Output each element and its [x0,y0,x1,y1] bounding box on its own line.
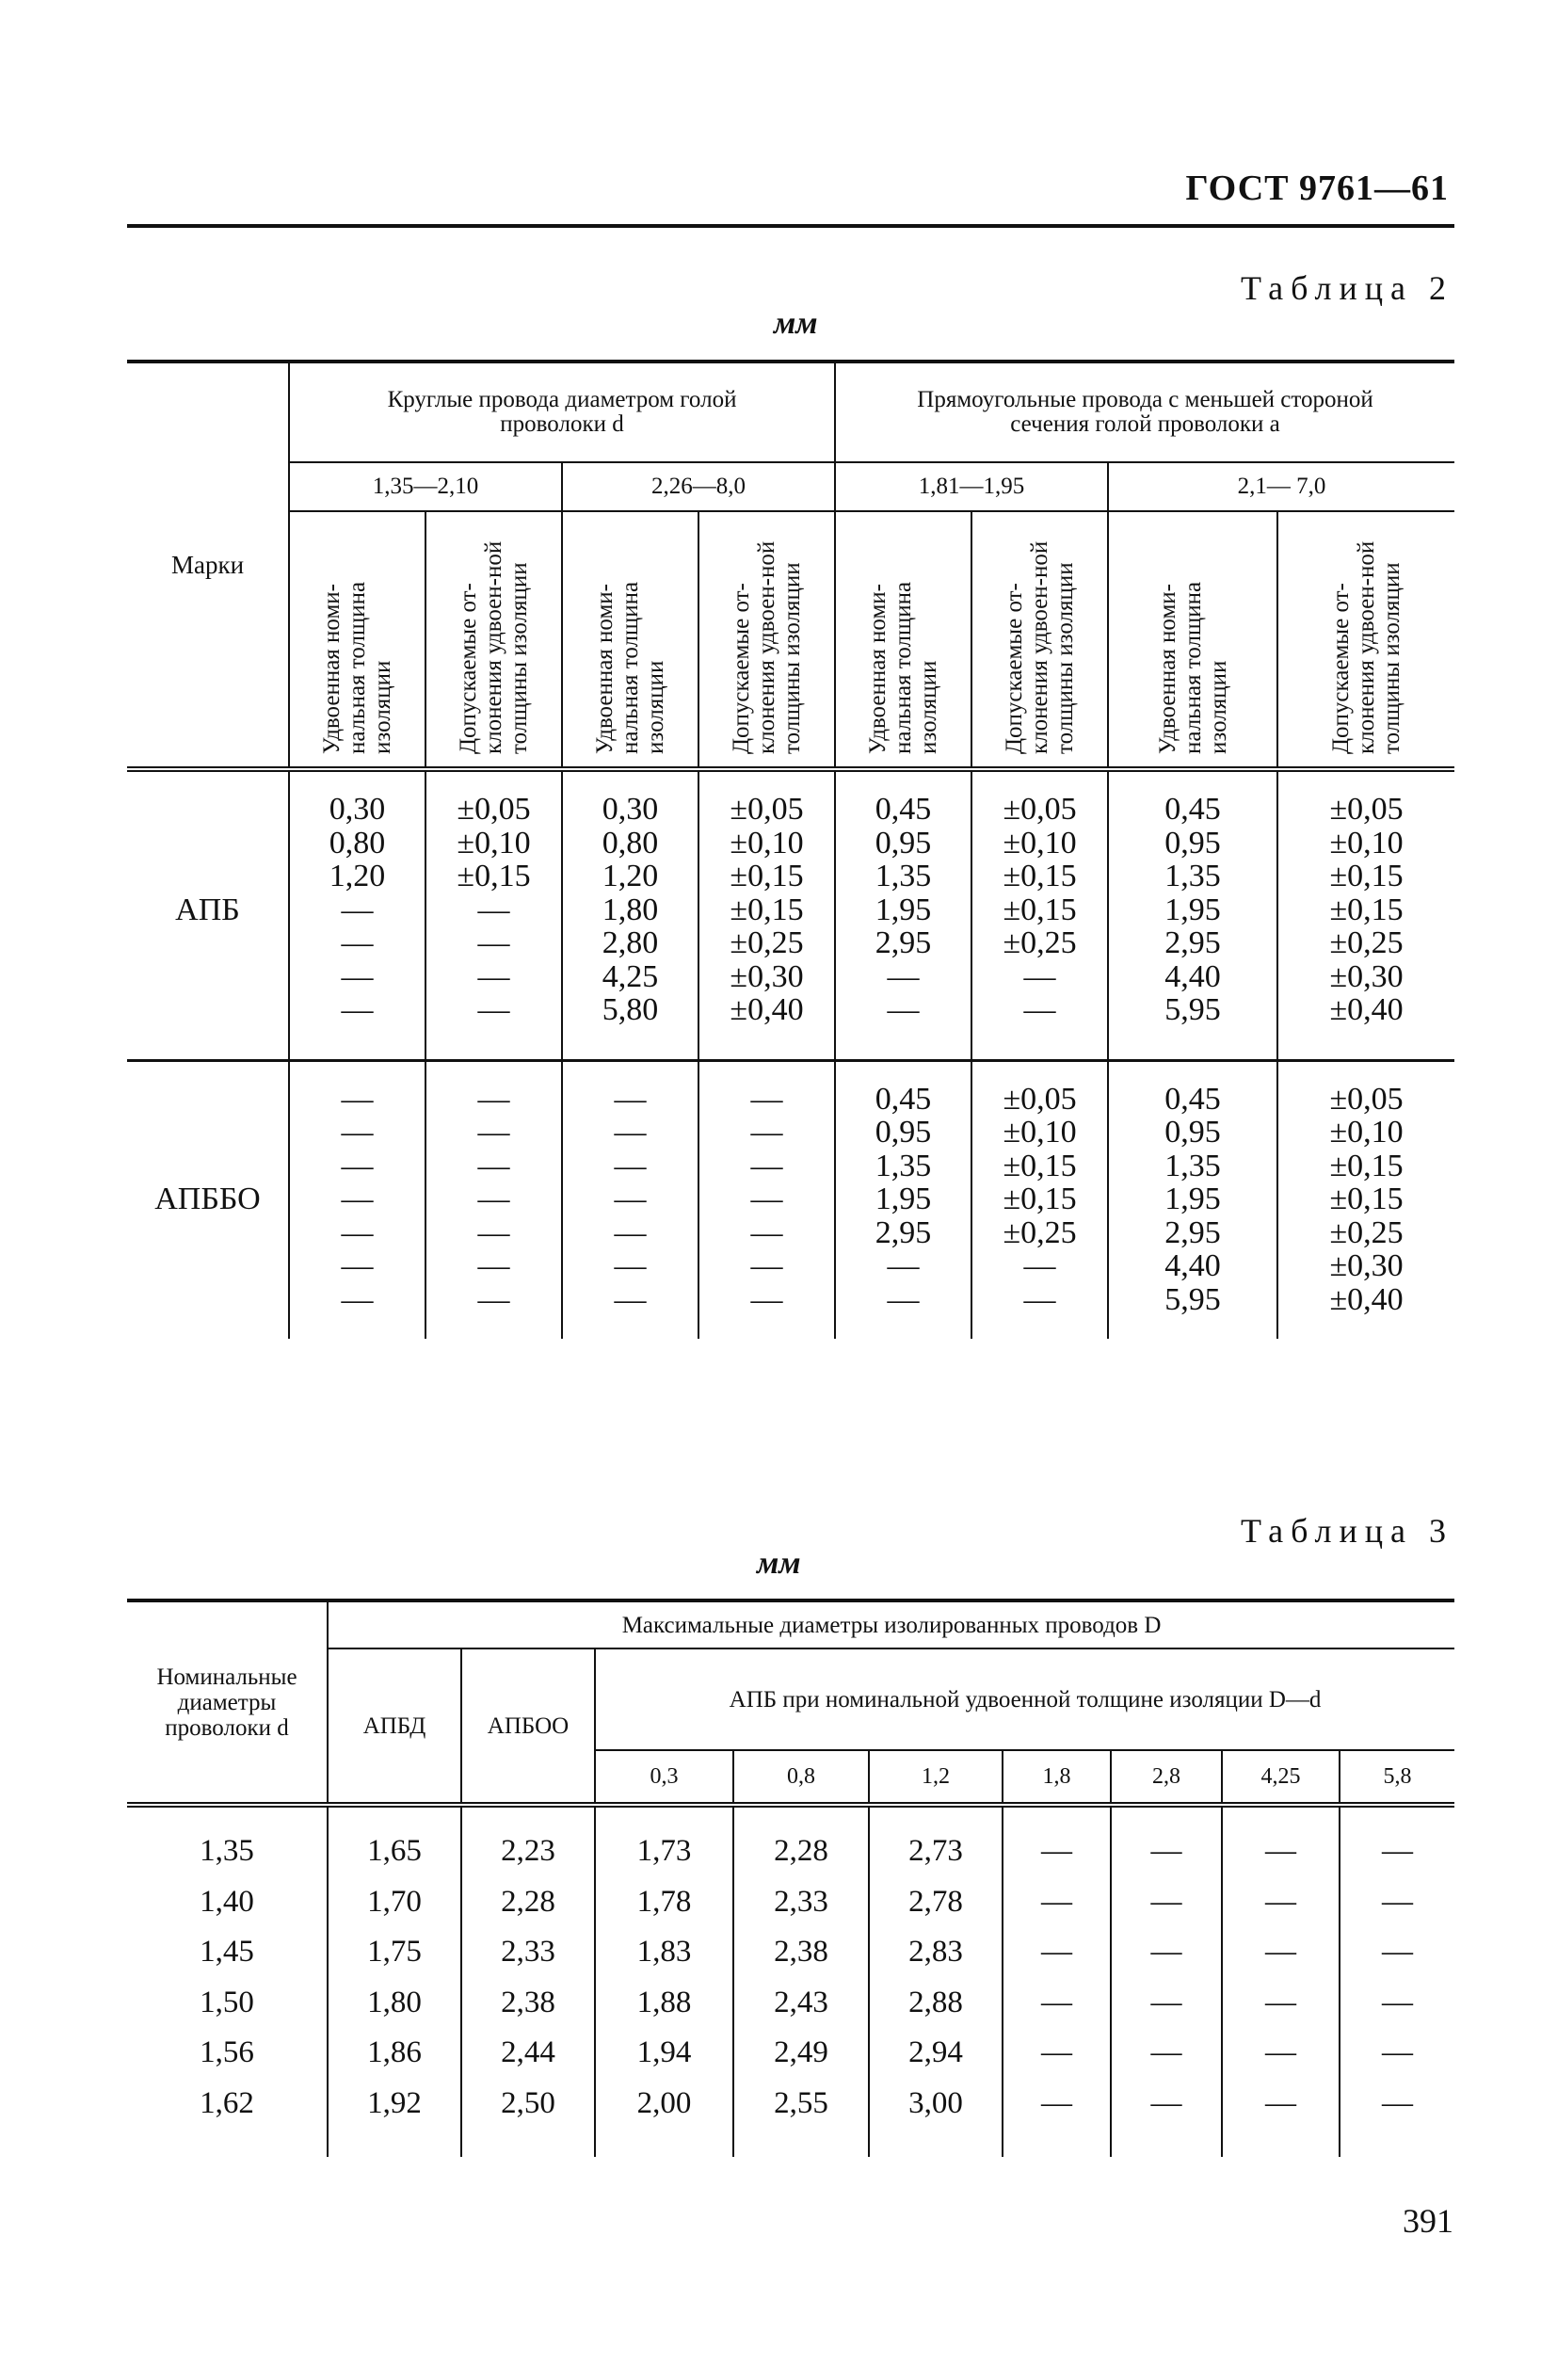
table3-cell: — [1003,1805,1111,1877]
table3-nominal-value: 1,50 [127,1978,328,2029]
table3-cell: — [1111,1927,1222,1978]
table2-range: 1,81—1,95 [835,462,1108,511]
table2-value: 5,80 [602,992,659,1027]
table2-value: ±0,05 [1329,1081,1404,1117]
table3-cell: — [1222,1978,1340,2029]
table2-subheader-nominal [835,511,971,769]
table2-value: 5,95 [1164,1281,1221,1317]
table3-cell: 2,49 [733,2028,869,2079]
table2-value: — [477,1115,510,1150]
table2-value: 0,30 [602,792,659,827]
table3-nominal-value: 1,40 [127,1877,328,1928]
table3-cell: 2,38 [733,1927,869,1978]
table3-row [127,1978,1454,2029]
table2-subheader-text: Удвоенная номи-нальная толщина изоляции [865,581,942,754]
table2-subheader-nominal [289,511,425,769]
table3-unit: мм [757,1546,801,1581]
table2 [127,360,1454,1339]
table3-cell: 2,83 [869,1927,1003,1978]
table2-value: 1,95 [1164,1182,1221,1216]
table3-thickness: 0,3 [595,1750,733,1805]
table2-value: ±0,15 [1003,892,1077,927]
table2-cell [1277,769,1454,1060]
table2-value: — [614,1148,647,1183]
table3-cell: 2,38 [461,1978,595,2029]
table3-cell: 1,78 [595,1877,733,1928]
table3-cell: 2,78 [869,1877,1003,1928]
table2-value: — [477,1148,510,1183]
table3-cell: — [1340,1877,1454,1928]
table2-value: ±0,05 [1003,792,1077,827]
table2-value: 0,80 [602,825,659,860]
table2-value: 2,95 [875,925,932,960]
table2-value: — [614,1214,647,1250]
table3-cell: — [1222,1927,1340,1978]
table2-value: ±0,25 [1329,1214,1404,1250]
table2-value: 1,20 [329,859,386,893]
table2-subheader-text: Удвоенная номи-нальная толщина изоляции [592,581,668,754]
page-number: 391 [1403,2202,1453,2240]
table3-cell: 3,00 [869,2079,1003,2158]
table2-cell [562,769,698,1060]
table2-value: 0,95 [875,1115,932,1150]
table3-row [127,2079,1454,2158]
table2-value: — [750,1281,783,1317]
table2-value: ±0,15 [1329,859,1404,893]
table2-value: 0,95 [1164,825,1221,860]
table3-cell: 2,00 [595,2079,733,2158]
table2-value: 2,80 [602,925,659,960]
table2-cell [1108,769,1277,1060]
table2-value: — [614,1281,647,1317]
table2-value: ±0,05 [1003,1081,1077,1117]
table2-value: — [341,1081,374,1117]
table2-value: 1,35 [1164,1148,1221,1183]
table2-value: ±0,15 [1329,1182,1404,1216]
table2-value: ±0,15 [1003,1182,1077,1216]
table2-value: — [477,1081,510,1117]
table2-value: ±0,05 [730,792,804,827]
table2-subheader-text: Допускаемые от-клонения удвоен-ной толщины изоляции [456,540,532,754]
table2-value: ±0,15 [730,859,804,893]
table3-caption: Таблица 3 [1241,1512,1453,1550]
table2-value: 4,40 [1164,1248,1221,1283]
table2-subheader-nominal [1108,511,1277,769]
table3-header [127,1600,1454,1805]
table3-cell: — [1222,1805,1340,1877]
table2-value: 0,45 [875,1081,932,1117]
table2-value: — [614,1248,647,1283]
table2-mark: АПББО [127,1060,289,1339]
table3-cell: — [1111,1978,1222,2029]
table2-range: 2,1— 7,0 [1108,462,1454,511]
table2-value: ±0,15 [457,859,531,893]
table2-value: — [750,1182,783,1216]
table2-cell [835,1060,971,1339]
table2-value: — [750,1214,783,1250]
table2-value: — [750,1148,783,1183]
table3-col-nominal [127,1600,328,1805]
table2-value: — [614,1115,647,1150]
table2-value: 1,80 [602,892,659,927]
table2-value: 1,95 [875,1182,932,1216]
table2-cell [1108,1060,1277,1339]
table3-cell: — [1222,1877,1340,1928]
table2-cell [425,1060,562,1339]
table2-group-rect [835,362,1454,462]
table2-value: — [477,1214,510,1250]
table2-value: ±0,15 [1329,892,1404,927]
table2-value: ±0,30 [1329,1248,1404,1283]
table3-cell: — [1340,1805,1454,1877]
table2-value: ±0,40 [730,992,804,1027]
table2-body [127,769,1454,1339]
table3-cell: 1,80 [367,1985,422,2019]
table2-subheader-tolerance [425,511,562,769]
table2-value: ±0,10 [1003,1115,1077,1150]
table3-thickness: 5,8 [1340,1750,1454,1805]
table2-row [127,769,1454,1060]
table3-cell: 2,94 [869,2028,1003,2079]
table2-value: 1,95 [1164,892,1221,927]
table2-value: ±0,10 [1329,825,1404,860]
table2-value: ±0,15 [1329,1148,1404,1183]
table2-value: — [477,958,510,994]
table3-col-apboo: АПБОО [461,1648,595,1805]
table2-value: ±0,10 [1003,825,1077,860]
table2-value: — [477,1281,510,1317]
table2-value: ±0,15 [730,892,804,927]
table3-cell: — [1003,2079,1111,2158]
table3-cell: 1,94 [595,2028,733,2079]
table2-value: 0,30 [329,792,386,827]
table2-value: ±0,30 [1329,958,1404,994]
table2-subheader-text: Удвоенная номи-нальная толщина изоляции [319,581,395,754]
table3-col-apbd: АПБД [362,1713,426,1739]
table2-col-marks: Марки [127,362,289,769]
table2-value: — [341,892,374,927]
table3-nominal-value: 1,56 [127,2028,328,2079]
table3-cell: 2,55 [733,2079,869,2158]
table3-cell: 2,33 [733,1877,869,1928]
table2-value: ±0,25 [730,925,804,960]
table2-subheader-tolerance [1277,511,1454,769]
table3-cell: 2,43 [733,1978,869,2029]
table2-cell [971,769,1108,1060]
table3-thickness: 4,25 [1222,1750,1340,1805]
table3-cell: — [1340,2028,1454,2079]
table3-cell: 1,75 [367,1935,422,1970]
table2-subheader-text: Допускаемые от-клонения удвоен-ной толщины изоляции [729,540,806,754]
table3-cell: — [1222,2028,1340,2079]
table3-cell: 2,28 [461,1877,595,1928]
table2-value: — [887,1248,920,1283]
table2-value: ±0,40 [1329,1281,1404,1317]
table2-unit: мм [774,306,818,341]
table2-value: — [887,1281,920,1317]
table2-value: — [1023,992,1056,1027]
table2-cell [698,769,835,1060]
table2-value: 0,95 [1164,1115,1221,1150]
table2-cell [971,1060,1108,1339]
document-code: ГОСТ 9761—61 [1185,169,1449,208]
table2-cell [425,769,562,1060]
table2-value: — [477,1182,510,1216]
table2-cell [289,1060,425,1339]
table2-subheader-tolerance [971,511,1108,769]
table2-cell [289,769,425,1060]
table3-cell: 2,23 [461,1805,595,1877]
table2-value: ±0,40 [1329,992,1404,1027]
table3-group-max: Максимальные диаметры изолированных проводов D [328,1600,1454,1648]
table3-cell: 1,73 [595,1805,733,1877]
table3-cell: 1,88 [595,1978,733,2029]
table2-subheader-text: Допускаемые от-клонения удвоен-ной толщины изоляции [1328,540,1405,754]
table3-cell: — [1111,1805,1222,1877]
table3-cell: 2,73 [869,1805,1003,1877]
table2-subheader-text: Удвоенная номи-нальная толщина изоляции [1154,581,1231,754]
table2-header [127,362,1454,769]
table3-cell: 2,88 [869,1978,1003,2029]
table2-value: 1,95 [875,892,932,927]
table3-cell: 1,83 [595,1927,733,1978]
table2-value: 2,95 [1164,925,1221,960]
table2-value: — [750,1248,783,1283]
table2-value: ±0,05 [457,792,531,827]
table3-cell: — [1003,2028,1111,2079]
table2-value: — [1023,958,1056,994]
table2-cell [698,1060,835,1339]
table2-value: ±0,10 [730,825,804,860]
table2-value: 0,45 [875,792,932,827]
table2-value: — [1023,1281,1056,1317]
table2-value: — [341,1148,374,1183]
table2-value: ±0,30 [730,958,804,994]
table2-value: — [477,925,510,960]
table3-cell: 1,86 [367,2035,422,2070]
table2-group-round [289,362,835,462]
table3-cell: — [1003,1877,1111,1928]
table3-cell: — [1340,1927,1454,1978]
table2-range: 1,35—2,10 [289,462,562,511]
table2-value: — [887,958,920,994]
table2-value: — [341,1281,374,1317]
table2-cell [562,1060,698,1339]
table2-value: — [341,1182,374,1216]
table3-thickness: 1,8 [1003,1750,1111,1805]
table3-body [127,1805,1454,2157]
table2-value: 4,40 [1164,958,1221,994]
table2-value: ±0,25 [1003,1214,1077,1250]
table2-value: 4,25 [602,958,659,994]
table2-value: 5,95 [1164,992,1221,1027]
table3-cell: 2,33 [461,1927,595,1978]
table3-thickness: 1,2 [869,1750,1003,1805]
table2-cell [1277,1060,1454,1339]
table2-value: 1,35 [875,1148,932,1183]
table3-cell: 2,44 [461,2028,595,2079]
table3-cell: — [1003,1927,1111,1978]
table3-thickness: 2,8 [1111,1750,1222,1805]
table2-value: — [341,1248,374,1283]
table3-cell: — [1111,2028,1222,2079]
table3-cell: 1,92 [367,2085,422,2120]
table3-cell: — [1222,2079,1340,2158]
table2-value: ±0,05 [1329,792,1404,827]
table2-group-round-text: Круглые провода диаметром голой проволоки d [387,387,737,437]
table3-thickness: 0,8 [733,1750,869,1805]
table2-row [127,1060,1454,1339]
table2-value: — [614,1182,647,1216]
table2-value: — [341,925,374,960]
table2-value: — [341,958,374,994]
table2-value: 1,20 [602,859,659,893]
table3-group-apb-text: АПБ при номинальной удвоенной толщине изоляции D—d [729,1686,1322,1713]
table3-nominal-value: 1,35 [127,1805,328,1877]
table2-value: 2,95 [875,1214,932,1250]
table2-value: ±0,15 [1003,859,1077,893]
table2-value: ±0,25 [1003,925,1077,960]
table2-value: — [750,1115,783,1150]
table3-group-apb [595,1648,1454,1750]
table3-cell: 1,70 [367,1884,422,1919]
table2-group-rect-text: Прямоугольные провода с меньшей стороной сечения голой проволоки a [917,387,1373,437]
table3-cell: — [1111,1877,1222,1928]
header-rule [127,224,1454,228]
table2-subheader-text: Допускаемые от-клонения удвоен-ной толщины изоляции [1002,540,1079,754]
table2-value: — [341,992,374,1027]
table3-row [127,1927,1454,1978]
table3-row [127,2028,1454,2079]
table3-nominal-value: 1,62 [127,2079,328,2158]
table3-row [127,1805,1454,1877]
table2-value: ±0,10 [457,825,531,860]
table3-cell: — [1340,2079,1454,2158]
table2-value: — [341,1214,374,1250]
table2-value: ±0,10 [1329,1115,1404,1150]
table2-value: — [887,992,920,1027]
table3-cell: 2,50 [461,2079,595,2158]
table2-value: — [750,1081,783,1117]
table2-value: 0,80 [329,825,386,860]
table3-col-nominal-text: Номинальные диаметры проволоки d [156,1664,297,1741]
table2-value: — [614,1081,647,1117]
table2-range: 2,26—8,0 [562,462,835,511]
table2-mark: АПБ [127,769,289,1060]
table2-value: — [1023,1248,1056,1283]
table2-value: 0,45 [1164,1081,1221,1117]
table2-value: 2,95 [1164,1214,1221,1250]
table2-value: 0,95 [875,825,932,860]
table2-value: — [477,992,510,1027]
table2-value: 1,35 [875,859,932,893]
table2-value: ±0,15 [1003,1148,1077,1183]
table2-value: — [477,892,510,927]
table2-value: — [477,1248,510,1283]
table3 [127,1599,1454,2157]
table3-cell: — [1111,2079,1222,2158]
table2-value: ±0,25 [1329,925,1404,960]
table2-subheader-nominal [562,511,698,769]
table2-value: 0,45 [1164,792,1221,827]
table3-cell: — [1003,1978,1111,2029]
table3-cell: — [1340,1978,1454,2029]
table3-cell: 1,65 [328,1805,461,1877]
table2-subheader-tolerance [698,511,835,769]
table3-nominal-value: 1,45 [127,1927,328,1978]
table3-row [127,1877,1454,1928]
table3-cell: 2,28 [733,1805,869,1877]
table2-value: — [341,1115,374,1150]
table2-caption: Таблица 2 [1241,269,1453,307]
table2-value: 1,35 [1164,859,1221,893]
table2-cell [835,769,971,1060]
